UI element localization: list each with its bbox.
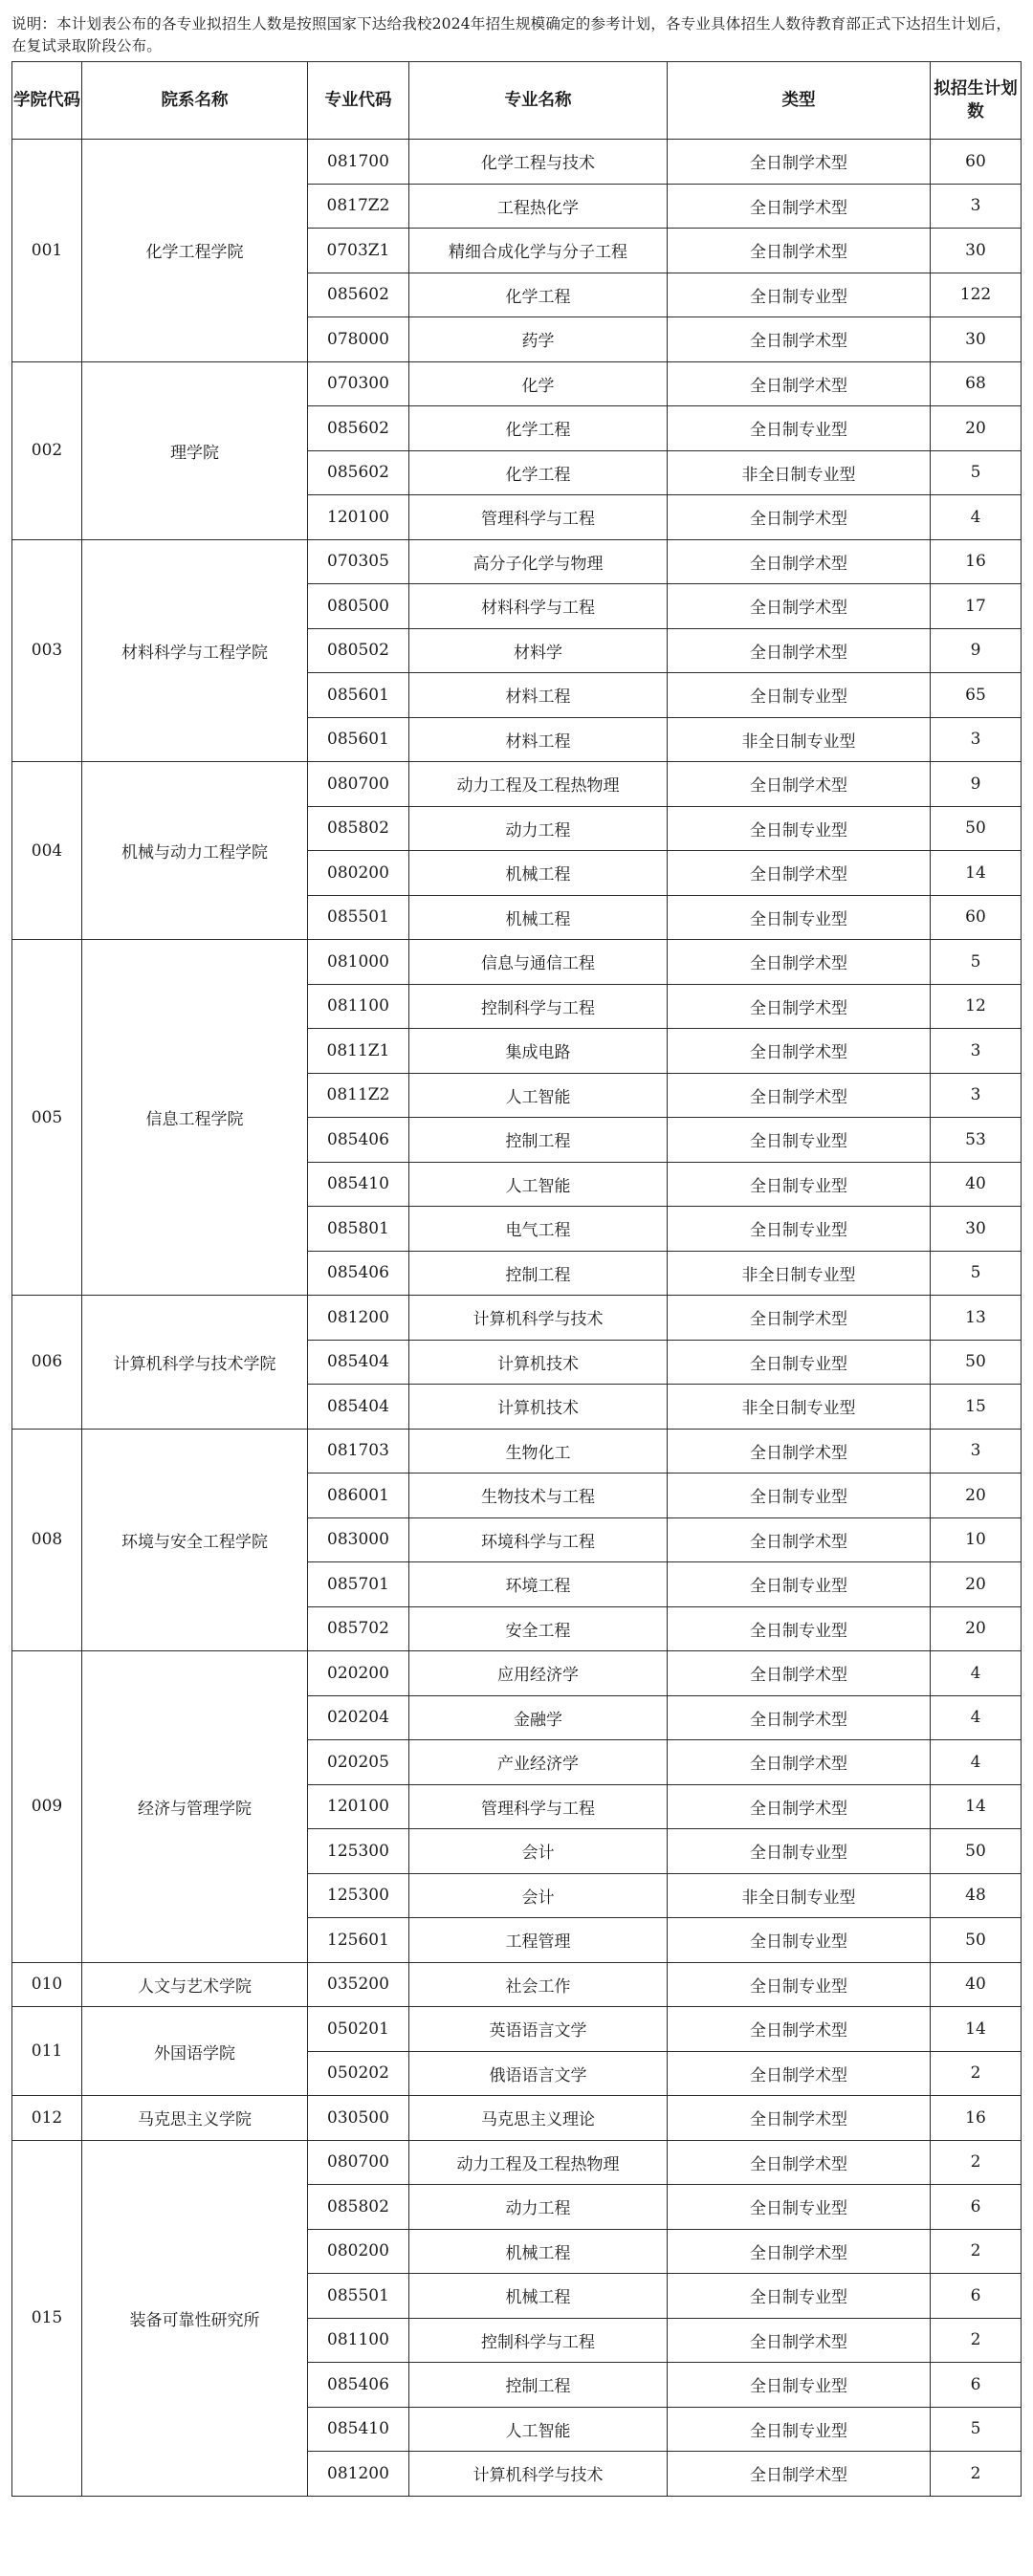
- major-type-cell: 非全日制专业型: [668, 1251, 931, 1296]
- major-code-cell: 085602: [308, 273, 409, 317]
- major-code-cell: 035200: [308, 1962, 409, 2007]
- major-type-cell: 全日制学术型: [668, 940, 931, 985]
- quota-cell: 17: [931, 584, 1022, 629]
- quota-cell: 16: [931, 2096, 1022, 2141]
- major-code-cell: 085501: [308, 2274, 409, 2319]
- major-name-cell: 化学工程: [409, 273, 668, 317]
- major-code-cell: 081700: [308, 140, 409, 185]
- major-type-cell: 全日制学术型: [668, 495, 931, 540]
- major-type-cell: 非全日制专业型: [668, 1385, 931, 1430]
- school-name-cell: 材料科学与工程学院: [82, 539, 308, 762]
- major-type-cell: 全日制学术型: [668, 1296, 931, 1341]
- table-row: [12, 539, 1022, 584]
- quota-cell: 5: [931, 1251, 1022, 1296]
- quota-cell: 14: [931, 851, 1022, 896]
- quota-cell: 4: [931, 1695, 1022, 1740]
- major-code-cell: 078000: [308, 317, 409, 362]
- major-type-cell: 全日制学术型: [668, 1429, 931, 1474]
- major-name-cell: 环境科学与工程: [409, 1517, 668, 1562]
- major-code-cell: 0811Z2: [308, 1073, 409, 1118]
- major-code-cell: 020205: [308, 1740, 409, 1785]
- major-code-cell: 085701: [308, 1562, 409, 1607]
- table-row: [12, 1962, 1022, 2007]
- major-code-cell: 085601: [308, 717, 409, 762]
- major-name-cell: 生物技术与工程: [409, 1474, 668, 1518]
- major-type-cell: 全日制学术型: [668, 2140, 931, 2185]
- major-type-cell: 全日制专业型: [668, 673, 931, 718]
- major-name-cell: 化学工程: [409, 406, 668, 451]
- major-type-cell: 全日制学术型: [668, 1784, 931, 1829]
- major-code-cell: 083000: [308, 1517, 409, 1562]
- major-type-cell: 全日制学术型: [668, 1695, 931, 1740]
- header-major-code: 专业代码: [308, 62, 409, 140]
- major-type-cell: 全日制专业型: [668, 1829, 931, 1874]
- major-code-cell: 085501: [308, 895, 409, 940]
- major-code-cell: 081703: [308, 1429, 409, 1474]
- quota-cell: 30: [931, 317, 1022, 362]
- school-name-cell: 化学工程学院: [82, 140, 308, 362]
- table-row: [12, 140, 1022, 185]
- school-code-cell: 005: [12, 940, 82, 1296]
- quota-cell: 3: [931, 1029, 1022, 1074]
- school-name-cell: 理学院: [82, 361, 308, 539]
- quota-cell: 50: [931, 806, 1022, 851]
- plan-note: 说明：本计划表公布的各专业拟招生人数是按照国家下达给我校2024年招生规模确定的参考计划，各专业具体招生人数待教育部正式下达招生计划后，在复试录取阶段公布。: [11, 15, 1012, 55]
- major-type-cell: 全日制专业型: [668, 2274, 931, 2319]
- major-name-cell: 计算机科学与技术: [409, 1296, 668, 1341]
- major-name-cell: 材料工程: [409, 717, 668, 762]
- header-type: 类型: [668, 62, 931, 140]
- table-row: [12, 1429, 1022, 1474]
- quota-cell: 6: [931, 2363, 1022, 2408]
- quota-cell: 2: [931, 2318, 1022, 2363]
- quota-cell: 50: [931, 1340, 1022, 1385]
- major-name-cell: 机械工程: [409, 2229, 668, 2274]
- major-code-cell: 081100: [308, 2318, 409, 2363]
- quota-cell: 65: [931, 673, 1022, 718]
- school-code-cell: 002: [12, 361, 82, 539]
- quota-cell: 122: [931, 273, 1022, 317]
- major-type-cell: 全日制专业型: [668, 1118, 931, 1163]
- major-code-cell: 050202: [308, 2051, 409, 2096]
- school-code-cell: 004: [12, 762, 82, 940]
- major-code-cell: 120100: [308, 495, 409, 540]
- major-name-cell: 材料科学与工程: [409, 584, 668, 629]
- major-name-cell: 计算机科学与技术: [409, 2452, 668, 2497]
- major-type-cell: 全日制学术型: [668, 1740, 931, 1785]
- table-body: [12, 140, 1022, 2497]
- major-type-cell: 全日制专业型: [668, 1562, 931, 1607]
- major-name-cell: 机械工程: [409, 851, 668, 896]
- school-code-cell: 001: [12, 140, 82, 362]
- major-code-cell: 080700: [308, 2140, 409, 2185]
- quota-cell: 3: [931, 1073, 1022, 1118]
- major-name-cell: 控制科学与工程: [409, 984, 668, 1029]
- major-name-cell: 电气工程: [409, 1207, 668, 1252]
- major-type-cell: 全日制学术型: [668, 1517, 931, 1562]
- quota-cell: 13: [931, 1296, 1022, 1341]
- quota-cell: 20: [931, 1474, 1022, 1518]
- major-type-cell: 全日制专业型: [668, 1162, 931, 1207]
- major-type-cell: 非全日制专业型: [668, 717, 931, 762]
- table-row: [12, 940, 1022, 985]
- major-type-cell: 全日制专业型: [668, 406, 931, 451]
- quota-cell: 5: [931, 940, 1022, 985]
- quota-cell: 5: [931, 450, 1022, 495]
- major-name-cell: 动力工程: [409, 2185, 668, 2230]
- major-type-cell: 全日制学术型: [668, 2452, 931, 2497]
- major-code-cell: 085406: [308, 1118, 409, 1163]
- major-type-cell: 全日制学术型: [668, 628, 931, 673]
- major-type-cell: 全日制学术型: [668, 1073, 931, 1118]
- major-type-cell: 全日制专业型: [668, 806, 931, 851]
- major-type-cell: 全日制学术型: [668, 1651, 931, 1696]
- quota-cell: 2: [931, 2140, 1022, 2185]
- major-name-cell: 控制工程: [409, 1251, 668, 1296]
- admission-plan-table: [11, 61, 1022, 2497]
- school-name-cell: 马克思主义学院: [82, 2096, 308, 2141]
- major-type-cell: 全日制学术型: [668, 2318, 931, 2363]
- major-name-cell: 俄语语言文学: [409, 2051, 668, 2096]
- major-code-cell: 125300: [308, 1829, 409, 1874]
- major-type-cell: 全日制专业型: [668, 273, 931, 317]
- major-name-cell: 人工智能: [409, 1162, 668, 1207]
- school-code-cell: 012: [12, 2096, 82, 2141]
- major-type-cell: 全日制学术型: [668, 317, 931, 362]
- major-code-cell: 080502: [308, 628, 409, 673]
- quota-cell: 5: [931, 2407, 1022, 2452]
- major-name-cell: 药学: [409, 317, 668, 362]
- major-code-cell: 085601: [308, 673, 409, 718]
- quota-cell: 30: [931, 1207, 1022, 1252]
- header-school-name: 院系名称: [82, 62, 308, 140]
- quota-cell: 4: [931, 1740, 1022, 1785]
- header-quota: 拟招生计划数: [931, 62, 1022, 140]
- major-code-cell: 070305: [308, 539, 409, 584]
- quota-cell: 12: [931, 984, 1022, 1029]
- header-school-code: 学院代码: [12, 62, 82, 140]
- major-code-cell: 080500: [308, 584, 409, 629]
- school-code-cell: 011: [12, 2007, 82, 2096]
- major-name-cell: 动力工程: [409, 806, 668, 851]
- major-code-cell: 0811Z1: [308, 1029, 409, 1074]
- major-code-cell: 120100: [308, 1784, 409, 1829]
- major-name-cell: 化学工程与技术: [409, 140, 668, 185]
- table-header-row: [12, 62, 1022, 140]
- major-type-cell: 全日制学术型: [668, 2229, 931, 2274]
- major-type-cell: 全日制学术型: [668, 361, 931, 406]
- major-name-cell: 精细合成化学与分子工程: [409, 229, 668, 273]
- table-row: [12, 2007, 1022, 2052]
- major-name-cell: 管理科学与工程: [409, 495, 668, 540]
- table-row: [12, 1651, 1022, 1696]
- major-code-cell: 020200: [308, 1651, 409, 1696]
- major-type-cell: 全日制学术型: [668, 2096, 931, 2141]
- major-type-cell: 非全日制专业型: [668, 450, 931, 495]
- major-name-cell: 材料学: [409, 628, 668, 673]
- major-code-cell: 086001: [308, 1474, 409, 1518]
- major-code-cell: 030500: [308, 2096, 409, 2141]
- quota-cell: 4: [931, 1651, 1022, 1696]
- major-name-cell: 动力工程及工程热物理: [409, 762, 668, 807]
- major-type-cell: 全日制学术型: [668, 184, 931, 229]
- major-code-cell: 080200: [308, 851, 409, 896]
- major-name-cell: 马克思主义理论: [409, 2096, 668, 2141]
- quota-cell: 20: [931, 406, 1022, 451]
- school-code-cell: 009: [12, 1651, 82, 1963]
- major-name-cell: 动力工程及工程热物理: [409, 2140, 668, 2185]
- major-type-cell: 全日制专业型: [668, 2407, 931, 2452]
- quota-cell: 40: [931, 1962, 1022, 2007]
- major-code-cell: 080700: [308, 762, 409, 807]
- school-name-cell: 环境与安全工程学院: [82, 1429, 308, 1651]
- major-code-cell: 085801: [308, 1207, 409, 1252]
- major-type-cell: 全日制学术型: [668, 539, 931, 584]
- major-type-cell: 非全日制专业型: [668, 1873, 931, 1918]
- major-name-cell: 工程管理: [409, 1918, 668, 1963]
- major-type-cell: 全日制专业型: [668, 1962, 931, 2007]
- major-name-cell: 社会工作: [409, 1962, 668, 2007]
- major-code-cell: 085702: [308, 1606, 409, 1651]
- major-name-cell: 控制科学与工程: [409, 2318, 668, 2363]
- major-type-cell: 全日制学术型: [668, 851, 931, 896]
- quota-cell: 30: [931, 229, 1022, 273]
- quota-cell: 14: [931, 2007, 1022, 2052]
- quota-cell: 48: [931, 1873, 1022, 1918]
- quota-cell: 50: [931, 1829, 1022, 1874]
- major-code-cell: 085410: [308, 2407, 409, 2452]
- major-name-cell: 安全工程: [409, 1606, 668, 1651]
- quota-cell: 53: [931, 1118, 1022, 1163]
- major-code-cell: 080200: [308, 2229, 409, 2274]
- major-code-cell: 085602: [308, 450, 409, 495]
- major-code-cell: 0703Z1: [308, 229, 409, 273]
- major-code-cell: 070300: [308, 361, 409, 406]
- table-row: [12, 361, 1022, 406]
- quota-cell: 20: [931, 1606, 1022, 1651]
- quota-cell: 2: [931, 2229, 1022, 2274]
- quota-cell: 15: [931, 1385, 1022, 1430]
- major-type-cell: 全日制学术型: [668, 140, 931, 185]
- school-name-cell: 装备可靠性研究所: [82, 2140, 308, 2496]
- major-type-cell: 全日制专业型: [668, 2363, 931, 2408]
- quota-cell: 2: [931, 2452, 1022, 2497]
- major-type-cell: 全日制专业型: [668, 1474, 931, 1518]
- school-code-cell: 006: [12, 1296, 82, 1430]
- major-name-cell: 信息与通信工程: [409, 940, 668, 985]
- major-type-cell: 全日制学术型: [668, 2007, 931, 2052]
- major-code-cell: 125300: [308, 1873, 409, 1918]
- quota-cell: 6: [931, 2185, 1022, 2230]
- major-type-cell: 全日制专业型: [668, 1207, 931, 1252]
- header-major-name: 专业名称: [409, 62, 668, 140]
- major-code-cell: 085406: [308, 1251, 409, 1296]
- major-name-cell: 化学: [409, 361, 668, 406]
- major-code-cell: 081000: [308, 940, 409, 985]
- major-code-cell: 081200: [308, 2452, 409, 2497]
- major-type-cell: 全日制专业型: [668, 1606, 931, 1651]
- school-name-cell: 计算机科学与技术学院: [82, 1296, 308, 1430]
- major-name-cell: 计算机技术: [409, 1385, 668, 1430]
- quota-cell: 4: [931, 495, 1022, 540]
- table-row: [12, 2096, 1022, 2141]
- major-name-cell: 环境工程: [409, 1562, 668, 1607]
- quota-cell: 50: [931, 1918, 1022, 1963]
- major-name-cell: 集成电路: [409, 1029, 668, 1074]
- major-code-cell: 085404: [308, 1340, 409, 1385]
- major-name-cell: 控制工程: [409, 1118, 668, 1163]
- major-name-cell: 人工智能: [409, 2407, 668, 2452]
- major-name-cell: 工程热化学: [409, 184, 668, 229]
- school-code-cell: 015: [12, 2140, 82, 2496]
- quota-cell: 6: [931, 2274, 1022, 2319]
- school-code-cell: 010: [12, 1962, 82, 2007]
- major-name-cell: 化学工程: [409, 450, 668, 495]
- major-code-cell: 085802: [308, 2185, 409, 2230]
- school-name-cell: 机械与动力工程学院: [82, 762, 308, 940]
- school-name-cell: 外国语学院: [82, 2007, 308, 2096]
- major-code-cell: 085602: [308, 406, 409, 451]
- major-code-cell: 125601: [308, 1918, 409, 1963]
- quota-cell: 20: [931, 1562, 1022, 1607]
- quota-cell: 60: [931, 140, 1022, 185]
- major-name-cell: 控制工程: [409, 2363, 668, 2408]
- major-type-cell: 全日制专业型: [668, 1340, 931, 1385]
- school-code-cell: 008: [12, 1429, 82, 1651]
- major-type-cell: 全日制学术型: [668, 2051, 931, 2096]
- quota-cell: 3: [931, 184, 1022, 229]
- major-code-cell: 0817Z2: [308, 184, 409, 229]
- major-name-cell: 英语语言文学: [409, 2007, 668, 2052]
- quota-cell: 16: [931, 539, 1022, 584]
- major-name-cell: 金融学: [409, 1695, 668, 1740]
- major-name-cell: 材料工程: [409, 673, 668, 718]
- major-name-cell: 计算机技术: [409, 1340, 668, 1385]
- major-code-cell: 020204: [308, 1695, 409, 1740]
- major-type-cell: 全日制专业型: [668, 2185, 931, 2230]
- major-code-cell: 085404: [308, 1385, 409, 1430]
- school-name-cell: 人文与艺术学院: [82, 1962, 308, 2007]
- table-row: [12, 2140, 1022, 2185]
- major-name-cell: 人工智能: [409, 1073, 668, 1118]
- major-name-cell: 机械工程: [409, 895, 668, 940]
- major-type-cell: 全日制学术型: [668, 762, 931, 807]
- quota-cell: 14: [931, 1784, 1022, 1829]
- table-row: [12, 762, 1022, 807]
- table-row: [12, 1296, 1022, 1341]
- school-name-cell: 经济与管理学院: [82, 1651, 308, 1963]
- major-name-cell: 产业经济学: [409, 1740, 668, 1785]
- major-name-cell: 会计: [409, 1829, 668, 1874]
- major-code-cell: 081200: [308, 1296, 409, 1341]
- major-name-cell: 会计: [409, 1873, 668, 1918]
- major-type-cell: 全日制专业型: [668, 895, 931, 940]
- quota-cell: 3: [931, 1429, 1022, 1474]
- quota-cell: 9: [931, 762, 1022, 807]
- major-name-cell: 高分子化学与物理: [409, 539, 668, 584]
- major-code-cell: 050201: [308, 2007, 409, 2052]
- major-code-cell: 085802: [308, 806, 409, 851]
- major-code-cell: 085410: [308, 1162, 409, 1207]
- major-code-cell: 085406: [308, 2363, 409, 2408]
- major-name-cell: 应用经济学: [409, 1651, 668, 1696]
- major-type-cell: 全日制学术型: [668, 984, 931, 1029]
- quota-cell: 3: [931, 717, 1022, 762]
- quota-cell: 68: [931, 361, 1022, 406]
- major-type-cell: 全日制专业型: [668, 1918, 931, 1963]
- major-type-cell: 全日制学术型: [668, 584, 931, 629]
- major-type-cell: 全日制学术型: [668, 1029, 931, 1074]
- school-code-cell: 003: [12, 539, 82, 762]
- quota-cell: 2: [931, 2051, 1022, 2096]
- major-code-cell: 081100: [308, 984, 409, 1029]
- major-name-cell: 机械工程: [409, 2274, 668, 2319]
- quota-cell: 9: [931, 628, 1022, 673]
- quota-cell: 10: [931, 1517, 1022, 1562]
- quota-cell: 40: [931, 1162, 1022, 1207]
- major-name-cell: 管理科学与工程: [409, 1784, 668, 1829]
- quota-cell: 60: [931, 895, 1022, 940]
- major-type-cell: 全日制学术型: [668, 229, 931, 273]
- major-name-cell: 生物化工: [409, 1429, 668, 1474]
- school-name-cell: 信息工程学院: [82, 940, 308, 1296]
